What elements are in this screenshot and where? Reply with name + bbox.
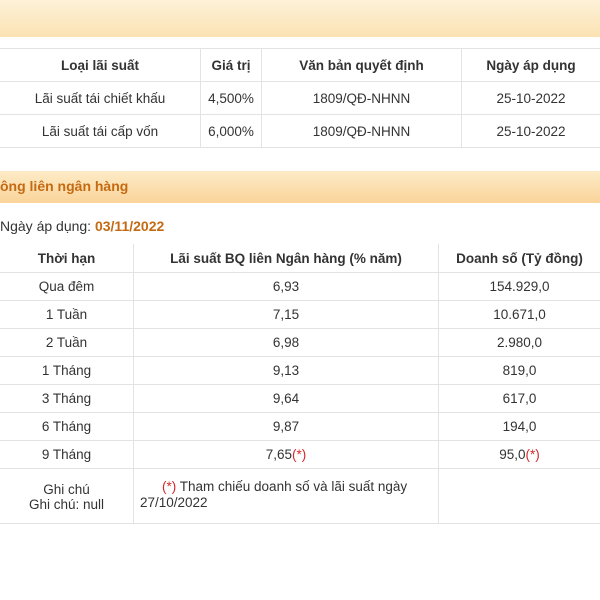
table-row xyxy=(0,441,600,469)
term-cell: 3 Tháng xyxy=(0,385,134,413)
term-cell: 9 Tháng xyxy=(0,441,134,469)
volume-value: 95,0 xyxy=(499,447,526,462)
apply-date-cell: 25-10-2022 xyxy=(462,82,600,115)
volume-cell: 617,0 xyxy=(439,385,600,413)
rate-cell: 9,87 xyxy=(134,413,439,441)
rate-type-cell: Lãi suất tái chiết khấu xyxy=(0,82,201,115)
table-row xyxy=(0,329,600,357)
reference-mark: (*) xyxy=(525,447,540,462)
table-row xyxy=(0,115,600,148)
volume-cell xyxy=(439,441,600,469)
table-row xyxy=(0,301,600,329)
apply-date-cell: 25-10-2022 xyxy=(462,115,600,148)
table-row xyxy=(0,413,600,441)
rate-cell: 6,98 xyxy=(134,329,439,357)
volume-cell: 10.671,0 xyxy=(439,301,600,329)
term-cell: 1 Tuần xyxy=(0,301,134,329)
note-label: Ghi chú xyxy=(43,482,90,497)
table-row xyxy=(0,385,600,413)
rate-value-cell: 4,500% xyxy=(201,82,262,115)
table-header-row xyxy=(0,244,600,273)
table-row xyxy=(0,82,600,115)
apply-date-line xyxy=(0,218,164,234)
rate-value: 7,65 xyxy=(265,447,293,462)
column-header-value: Giá trị xyxy=(201,48,262,82)
rate-cell: 9,13 xyxy=(134,357,439,385)
note-text-cell xyxy=(134,469,439,524)
table-row xyxy=(0,357,600,385)
column-header-rate-type: Loại lãi suất xyxy=(0,48,201,82)
top-header-band xyxy=(0,0,600,37)
term-cell: Qua đêm xyxy=(0,273,134,301)
rate-value-cell: 6,000% xyxy=(201,115,262,148)
apply-date-label: Ngày áp dụng: xyxy=(0,218,95,234)
note-text: Tham chiếu doanh số và lãi suất ngày 27/10/2022 xyxy=(140,479,408,510)
volume-cell: 2.980,0 xyxy=(439,329,600,357)
document-cell: 1809/QĐ-NHNN xyxy=(262,82,462,115)
note-row xyxy=(0,469,600,524)
interbank-rates-table xyxy=(0,244,600,524)
rate-cell: 9,64 xyxy=(134,385,439,413)
note-label-null: Ghi chú: null xyxy=(28,497,105,512)
rate-cell: 7,15 xyxy=(134,301,439,329)
apply-date-value: 03/11/2022 xyxy=(94,218,165,234)
policy-rates-table xyxy=(0,48,600,148)
term-cell: 1 Tháng xyxy=(0,357,134,385)
column-header-volume: Doanh số (Tỷ đồng) xyxy=(439,244,600,273)
term-cell: 2 Tuần xyxy=(0,329,134,357)
rate-type-cell: Lãi suất tái cấp vốn xyxy=(0,115,201,148)
column-header-document: Văn bản quyết định xyxy=(262,48,462,82)
section-title: ông liên ngân hàng xyxy=(0,178,129,194)
table-row xyxy=(0,273,600,301)
table-header-row xyxy=(0,48,600,82)
column-header-apply-date: Ngày áp dụng xyxy=(462,48,600,82)
volume-cell: 819,0 xyxy=(439,357,600,385)
reference-mark: (*) xyxy=(292,447,307,462)
rate-cell: 6,93 xyxy=(134,273,439,301)
volume-cell: 154.929,0 xyxy=(439,273,600,301)
volume-cell: 194,0 xyxy=(439,413,600,441)
reference-mark: (*) xyxy=(162,479,177,494)
term-cell: 6 Tháng xyxy=(0,413,134,441)
column-header-term: Thời hạn xyxy=(0,244,134,273)
rate-cell xyxy=(134,441,439,469)
note-empty-cell xyxy=(439,469,600,524)
document-cell: 1809/QĐ-NHNN xyxy=(262,115,462,148)
note-label-cell xyxy=(0,469,134,524)
column-header-avg-rate: Lãi suất BQ liên Ngân hàng (% năm) xyxy=(134,244,439,273)
